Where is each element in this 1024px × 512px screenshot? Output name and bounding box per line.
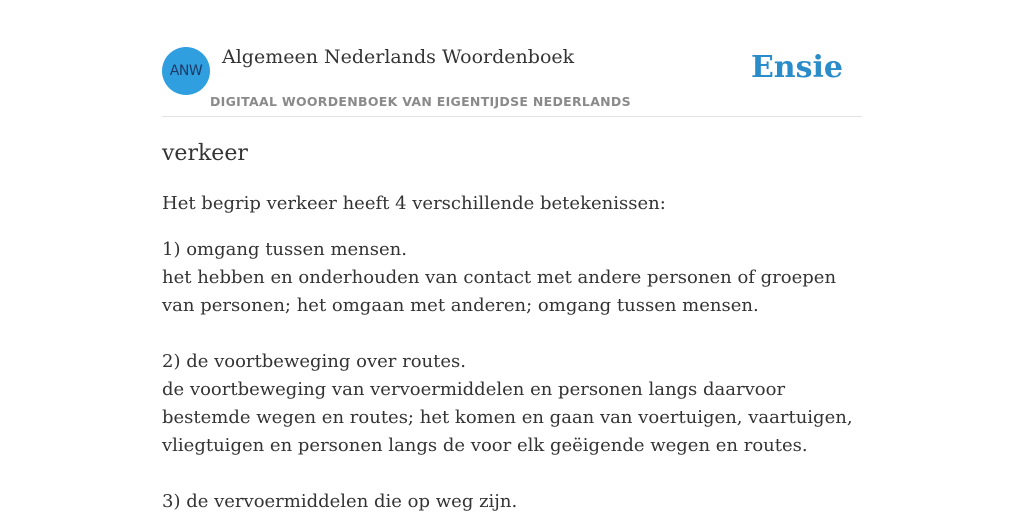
meaning-item: [162, 488, 862, 512]
meaning-heading: 2) de voortbeweging over routes.: [162, 351, 466, 372]
anw-logo-text: ANW: [169, 63, 203, 79]
entry-headword: verkeer: [162, 141, 248, 166]
entry-content: [162, 138, 862, 512]
anw-logo[interactable]: [162, 47, 210, 95]
meaning-definition: het hebben en onderhouden van contact met andere personen of groepen van personen; het omgaan met anderen; omgang tussen mensen.: [162, 267, 837, 316]
site-header: [162, 40, 862, 117]
meaning-item: [162, 348, 862, 460]
meaning-heading: 1) omgang tussen mensen.: [162, 239, 407, 260]
meaning-definition: de voortbeweging van vervoermiddelen en personen langs daarvoor bestemde wegen en routes; het komen en gaan van voertuigen, vaartuigen, vliegtuigen en personen langs de voor elk geëigende wegen en routes.: [162, 379, 853, 456]
meaning-heading: 3) de vervoermiddelen die op weg zijn.: [162, 491, 518, 512]
meaning-list: [162, 236, 862, 512]
site-title[interactable]: Algemeen Nederlands Woordenboek: [222, 46, 575, 68]
entry-intro: Het begrip verkeer heeft 4 verschillende betekenissen:: [162, 193, 666, 214]
site-subtitle: DIGITAAL WOORDENBOEK VAN EIGENTIJDSE NEDERLANDS: [210, 94, 631, 109]
ensie-brand-link[interactable]: Ensie: [750, 50, 843, 85]
meaning-item: [162, 236, 862, 320]
